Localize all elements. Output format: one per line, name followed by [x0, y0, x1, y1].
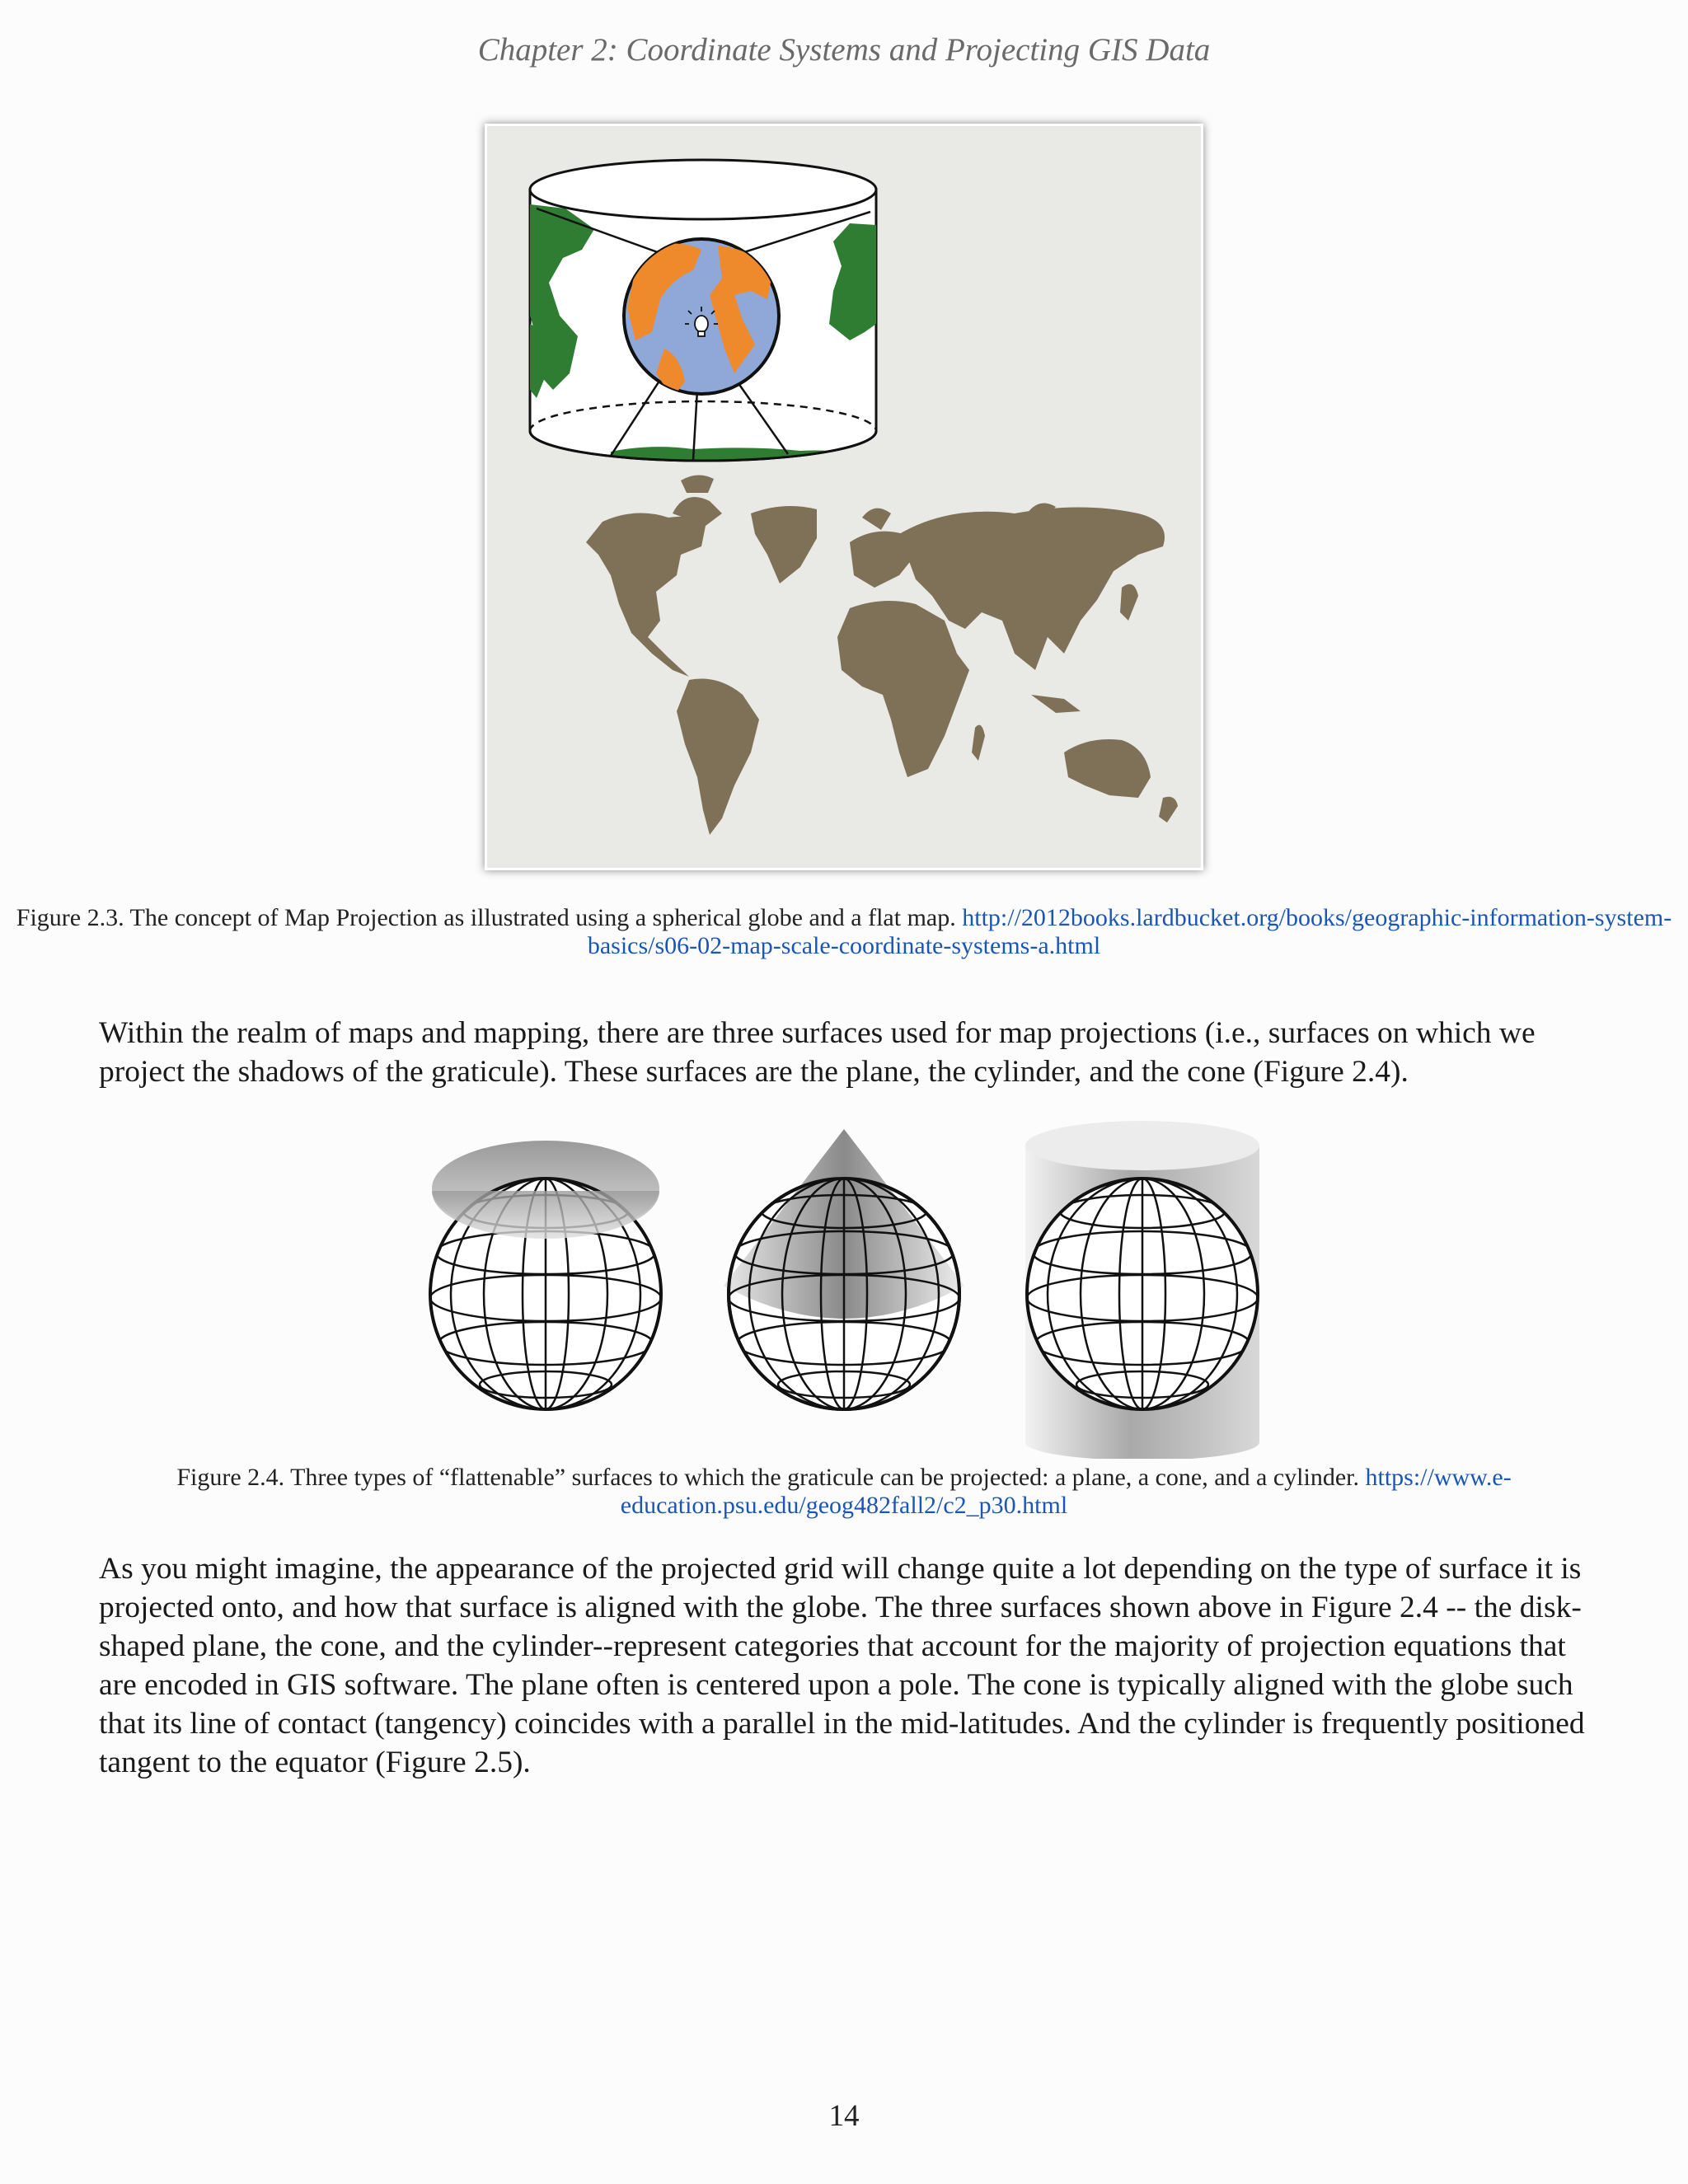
figure-2-3-caption-link[interactable]: http://2012books.lardbucket.org/books/geographic-information-system-basics/s06-02-map-scale-coordinate-systems-a.html	[587, 904, 1672, 959]
figure-2-4-caption	[0, 1464, 1688, 1520]
cone-surface	[724, 1129, 964, 1409]
running-head: Chapter 2: Coordinate Systems and Projecting GIS Data	[477, 32, 1211, 68]
figure-projection-surfaces	[412, 1104, 1278, 1459]
figure-2-4-caption-text: Figure 2.4. Three types of “flattenable” surfaces to which the graticule can be projected: a plane, a cone, and a cylinder.	[176, 1464, 1366, 1491]
page-number: 14	[828, 2099, 860, 2133]
three-surfaces-illustration	[412, 1104, 1278, 1459]
flat-world-map	[586, 475, 1178, 835]
map-projection-illustration	[487, 126, 1201, 868]
figure-2-3-caption	[0, 904, 1688, 960]
figure-2-3-caption-text: Figure 2.3. The concept of Map Projection as illustrated using a spherical globe and a flat map.	[16, 904, 963, 931]
figure-map-projection-concept	[485, 124, 1203, 870]
paragraph-projection-surfaces: Within the realm of maps and mapping, there are three surfaces used for map projections (i.e., surfaces on which we project the shadows of the graticule). These surfaces are the plane, the cylinder, and the cone (Figure 2.4).	[99, 1016, 1536, 1089]
paragraph-projected-grid: As you might imagine, the appearance of the projected grid will change quite a lot depending on the type of surface it is projected onto, and how that surface is aligned with the globe. The three surfaces shown above in Figure 2.4 -- the disk-shaped plane, the cone, and the cylinder--represent categories that account for the majority of projection equations that are encoded in GIS software. The plane often is centered upon a pole. The cone is typically aligned with the globe such that its line of contact (tangency) coincides with a parallel in the mid-latitudes. And the cylinder is frequently positioned tangent to the equator (Figure 2.5).	[99, 1552, 1585, 1779]
figure-2-4-caption-link[interactable]: https://www.e-education.psu.edu/geog482fall2/c2_p30.html	[620, 1464, 1512, 1519]
cylinder-surface	[1025, 1121, 1259, 1459]
plane-surface	[430, 1141, 661, 1409]
